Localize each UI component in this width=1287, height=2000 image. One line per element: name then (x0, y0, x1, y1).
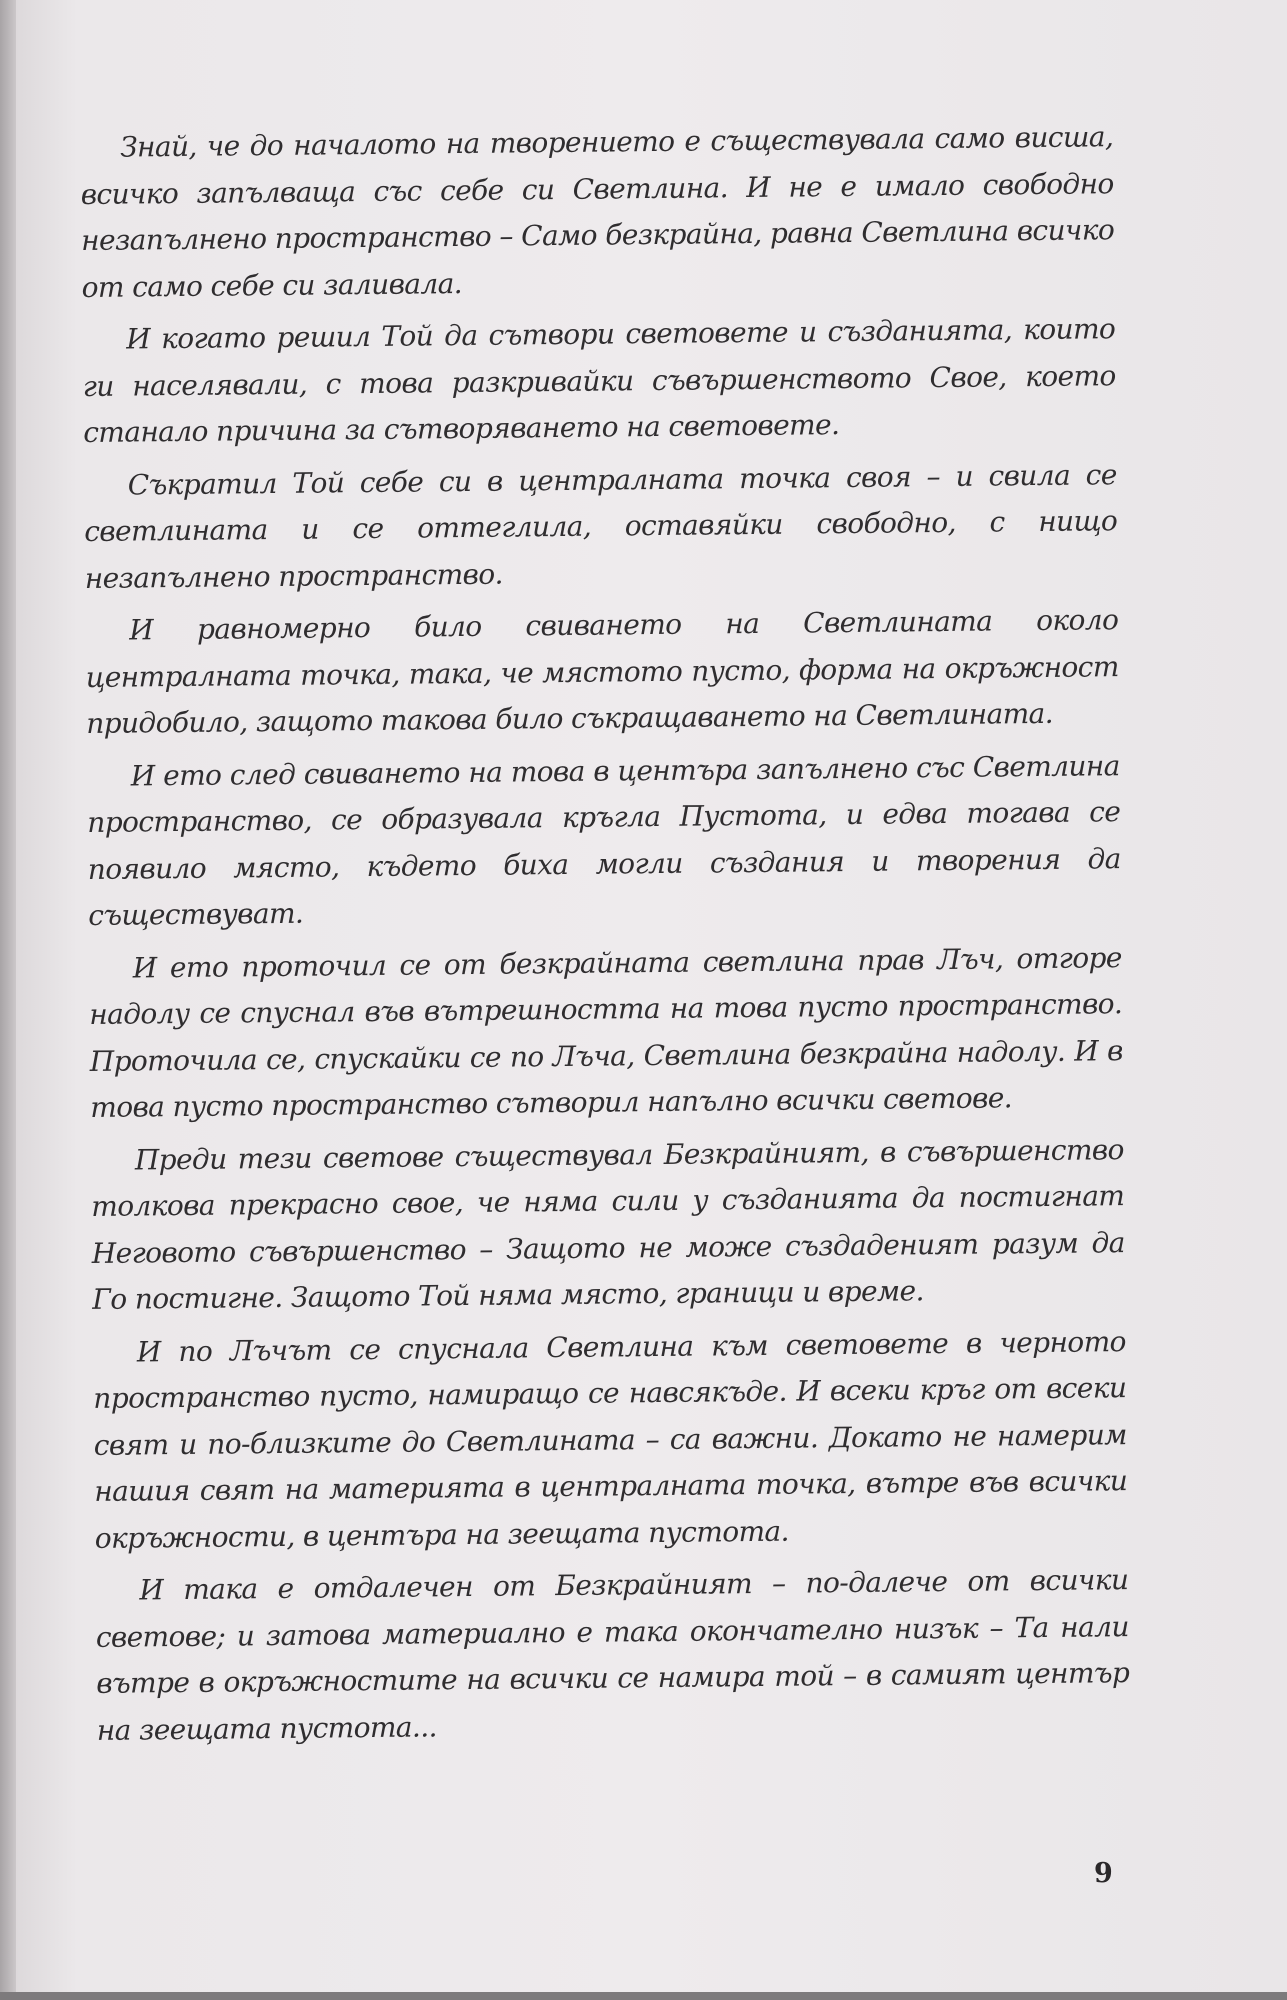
paragraph-3: Съкратил Той себе си в централната точка своя – и свила се светлината и се оттеглила, оставяйки свободно, с нищо незапълнено пространство. (84, 457, 1118, 595)
page-number: 9 (1094, 1858, 1113, 1889)
body-text (80, 114, 1130, 1760)
paragraph-9: И така е отдалечен от Безкрайният – по-далече от всички светове; и затова материално е така окончателно низък – Та нали вътре в окръжностите на всички се намира той – в самият център на зеещата пустота... (95, 1563, 1130, 1747)
paragraph-5: И ето след свиването на това в центъра запълнено със Светлина пространство, се образувала кръгла Пустота, и едва тогава се появило място, където биха могли създания и творения да съществуват. (87, 748, 1121, 932)
paragraph-1: Знай, че до началото на творението е съществувала само висша, всичко запълваща със себе си Светлина. И не е имало свободно незапълнено пространство – Само безкрайна, равна Светлина всичко от само себе си заливала. (80, 120, 1115, 304)
paragraph-4: И равномерно било свиването на Светлината около централната точка, така, че мястото пусто, форма на окръжност придобило, защото такова било съкращаването на Светлината. (85, 603, 1119, 740)
paragraph-7: Преди тези светове съществувал Безкрайният, в съвършенство толкова прекрасно свое, че няма сили у създанията да постигнат Неговото съвършенство – Защото не може създаденият разум да Го постигне. Защото Той няма място, граници и време. (91, 1132, 1125, 1316)
paragraph-2: И когато решил Той да сътвори световете и създанията, които ги населявали, с това разкривайки съвършенството Свое, което станало причина за сътворяването на световете. (82, 312, 1116, 449)
page-gutter-shadow (0, 0, 16, 2000)
page-bottom-edge (0, 1992, 1287, 2000)
paragraph-8: И по Лъчът се спуснала Светлина към световете в черното пространство пусто, намиращо се навсякъде. И всеки кръг от всеки свят и по-близките до Светлината – са важни. Докато не намерим нашия свят на материята в централната точка, вътре във всички окръжности, в центъра на зеещата пустота. (93, 1324, 1128, 1555)
paragraph-6: И ето проточил се от безкрайната светлина прав Лъч, отгоре надолу се спуснал във вътрешността на това пусто пространство. Проточила се, спускайки се по Лъча, Светлина безкрайна надолу. И в това пусто пространство сътворил напълно всички светове. (89, 940, 1123, 1124)
